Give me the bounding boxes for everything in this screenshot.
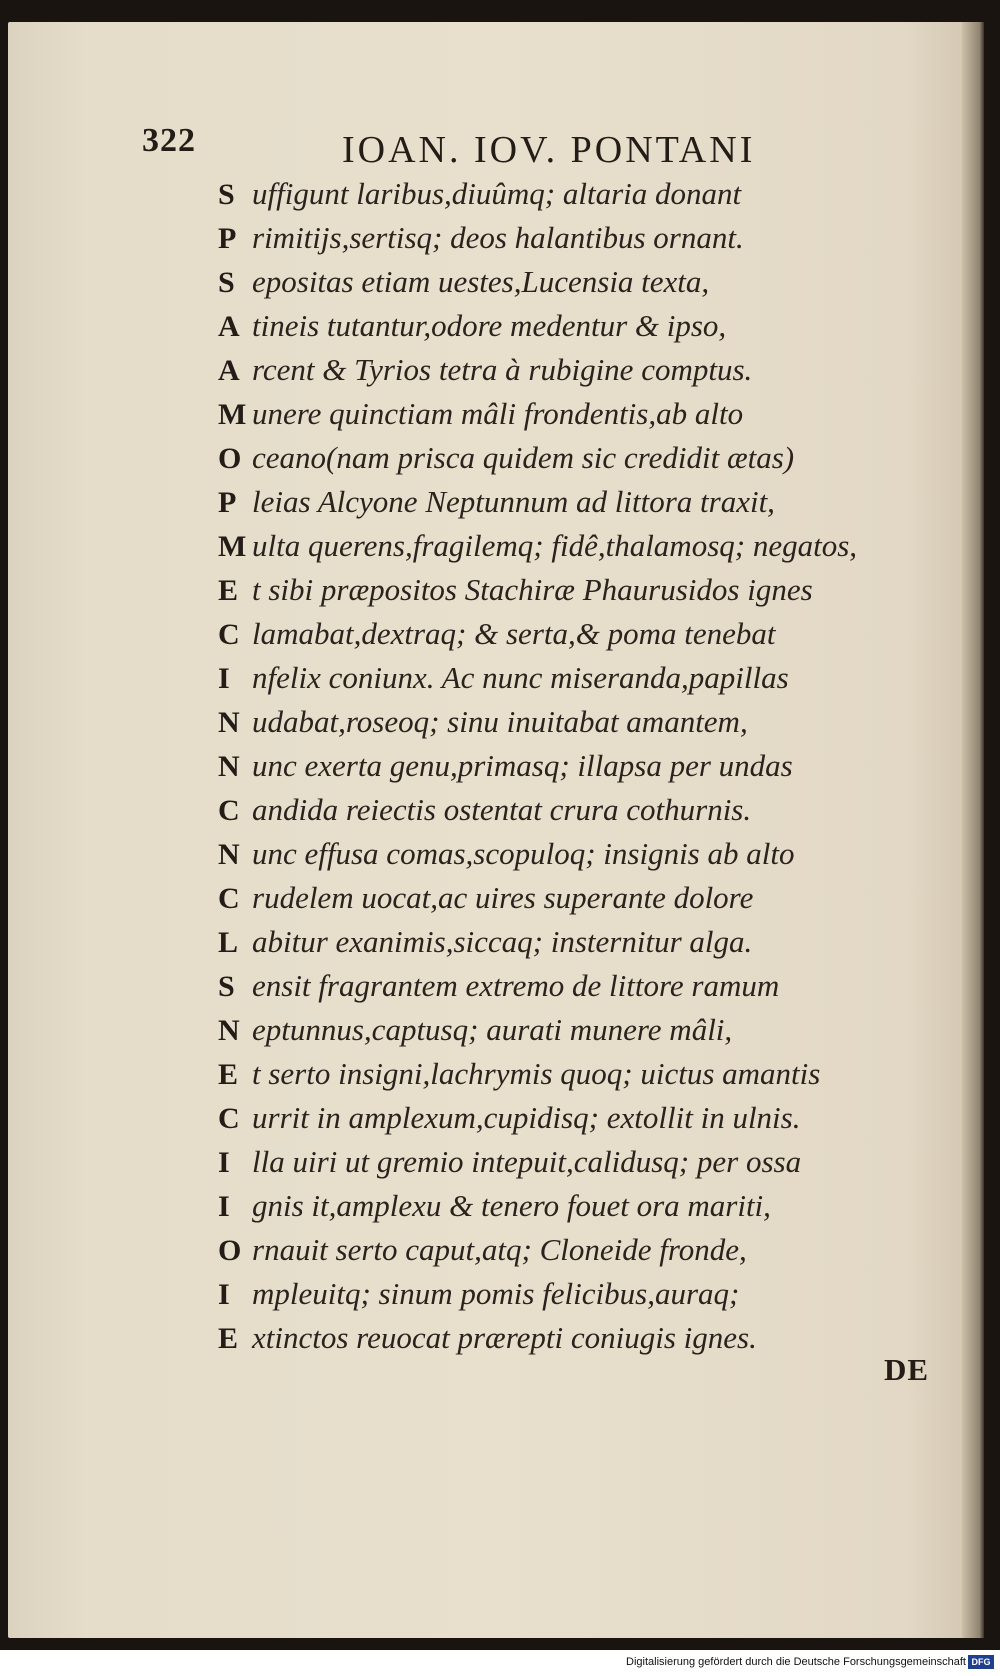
verse-text: epositas etiam uestes,Lucensia texta, bbox=[252, 264, 710, 299]
verse-text: gnis it,amplexu & tenero fouet ora mariti, bbox=[252, 1188, 771, 1223]
verse-text: unc exerta genu,primasq; illapsa per undas bbox=[252, 748, 793, 783]
verse-text: ensit fragrantem extremo de littore ramum bbox=[252, 968, 780, 1003]
digitization-credit: Digitalisierung gefördert durch die Deutsche Forschungsgemeinschaft bbox=[626, 1656, 966, 1668]
verse-text: rcent & Tyrios tetra à rubigine comptus. bbox=[252, 352, 753, 387]
verse-text: rudelem uocat,ac uires superante dolore bbox=[252, 880, 754, 915]
verse-initial: O bbox=[218, 1234, 242, 1267]
verse-initial: A bbox=[218, 310, 240, 343]
verse-block bbox=[218, 176, 958, 1364]
verse-initial: S bbox=[218, 970, 235, 1003]
verse-text: lla uiri ut gremio intepuit,calidusq; per ossa bbox=[252, 1144, 802, 1179]
verse-line bbox=[218, 660, 958, 704]
verse-text: mpleuitq; sinum pomis felicibus,auraq; bbox=[252, 1276, 740, 1311]
verse-line bbox=[218, 396, 958, 440]
verse-initial: L bbox=[218, 926, 239, 959]
verse-initial: I bbox=[218, 1146, 230, 1179]
verse-line bbox=[218, 484, 958, 528]
verse-initial: E bbox=[218, 1322, 239, 1355]
verse-line bbox=[218, 792, 958, 836]
verse-text: unc effusa comas,scopuloq; insignis ab alto bbox=[252, 836, 795, 871]
verse-text: uffigunt laribus,diuûmq; altaria donant bbox=[252, 176, 742, 211]
verse-initial: I bbox=[218, 662, 230, 695]
verse-line bbox=[218, 748, 958, 792]
verse-line bbox=[218, 1100, 958, 1144]
verse-line bbox=[218, 1320, 958, 1364]
verse-initial: I bbox=[218, 1278, 230, 1311]
verse-line bbox=[218, 1056, 958, 1100]
verse-initial: O bbox=[218, 442, 242, 475]
verse-text: rnauit serto caput,atq; Cloneide fronde, bbox=[252, 1232, 747, 1267]
verse-initial: E bbox=[218, 574, 239, 607]
page-edge bbox=[962, 22, 984, 1638]
verse-text: t serto insigni,lachrymis quoq; uictus amantis bbox=[252, 1056, 821, 1091]
verse-initial: N bbox=[218, 706, 240, 739]
verse-initial: C bbox=[218, 618, 240, 651]
verse-line bbox=[218, 1276, 958, 1320]
verse-text: abitur exanimis,siccaq; insternitur alga. bbox=[252, 924, 753, 959]
verse-text: t sibi præpositos Stachiræ Phaurusidos ignes bbox=[252, 572, 813, 607]
verse-line bbox=[218, 924, 958, 968]
verse-line bbox=[218, 704, 958, 748]
verse-text: xtinctos reuocat prærepti coniugis ignes. bbox=[252, 1320, 757, 1355]
verse-text: udabat,roseoq; sinu inuitabat amantem, bbox=[252, 704, 748, 739]
verse-line bbox=[218, 176, 958, 220]
verse-line bbox=[218, 352, 958, 396]
verse-initial: N bbox=[218, 838, 240, 871]
verse-initial: S bbox=[218, 266, 235, 299]
verse-text: rimitijs,sertisq; deos halantibus ornant. bbox=[252, 220, 744, 255]
verse-initial: M bbox=[218, 530, 247, 563]
running-head: IOAN. IOV. PONTANI bbox=[342, 129, 756, 171]
verse-initial: N bbox=[218, 1014, 240, 1047]
verse-text: nfelix coniunx. Ac nunc miseranda,papillas bbox=[252, 660, 789, 695]
verse-text: leias Alcyone Neptunnum ad littora traxit, bbox=[252, 484, 775, 519]
verse-initial: I bbox=[218, 1190, 230, 1223]
verse-line bbox=[218, 1188, 958, 1232]
verse-initial: C bbox=[218, 794, 240, 827]
dfg-logo: DFG bbox=[968, 1655, 994, 1669]
verse-initial: M bbox=[218, 398, 247, 431]
verse-text: unere quinctiam mâli frondentis,ab alto bbox=[252, 396, 744, 431]
verse-line bbox=[218, 1144, 958, 1188]
verse-line bbox=[218, 220, 958, 264]
verse-line bbox=[218, 572, 958, 616]
verse-initial: C bbox=[218, 1102, 240, 1135]
page-number: 322 bbox=[142, 122, 196, 159]
verse-line bbox=[218, 1012, 958, 1056]
verse-initial: A bbox=[218, 354, 240, 387]
verse-text: ulta querens,fragilemq; fidê,thalamosq; negatos, bbox=[252, 528, 858, 563]
verse-line bbox=[218, 440, 958, 484]
verse-text: andida reiectis ostentat crura cothurnis. bbox=[252, 792, 752, 827]
verse-initial: P bbox=[218, 486, 237, 519]
verse-line bbox=[218, 880, 958, 924]
verse-line bbox=[218, 836, 958, 880]
verse-text: tineis tutantur,odore medentur & ipso, bbox=[252, 308, 727, 343]
verse-initial: P bbox=[218, 222, 237, 255]
verse-text: eptunnus,captusq; aurati munere mâli, bbox=[252, 1012, 733, 1047]
verse-line bbox=[218, 308, 958, 352]
verse-line bbox=[218, 528, 958, 572]
verse-line bbox=[218, 616, 958, 660]
verse-text: lamabat,dextraq; & serta,& poma tenebat bbox=[252, 616, 776, 651]
verse-line bbox=[218, 264, 958, 308]
verse-line bbox=[218, 968, 958, 1012]
verse-initial: E bbox=[218, 1058, 239, 1091]
verse-initial: N bbox=[218, 750, 240, 783]
verse-text: urrit in amplexum,cupidisq; extollit in ulnis. bbox=[252, 1100, 801, 1135]
verse-line bbox=[218, 1232, 958, 1276]
verse-initial: S bbox=[218, 178, 235, 211]
verse-text: ceano(nam prisca quidem sic credidit ætas) bbox=[252, 440, 795, 475]
verse-initial: C bbox=[218, 882, 240, 915]
catchword: DE bbox=[884, 1352, 930, 1387]
